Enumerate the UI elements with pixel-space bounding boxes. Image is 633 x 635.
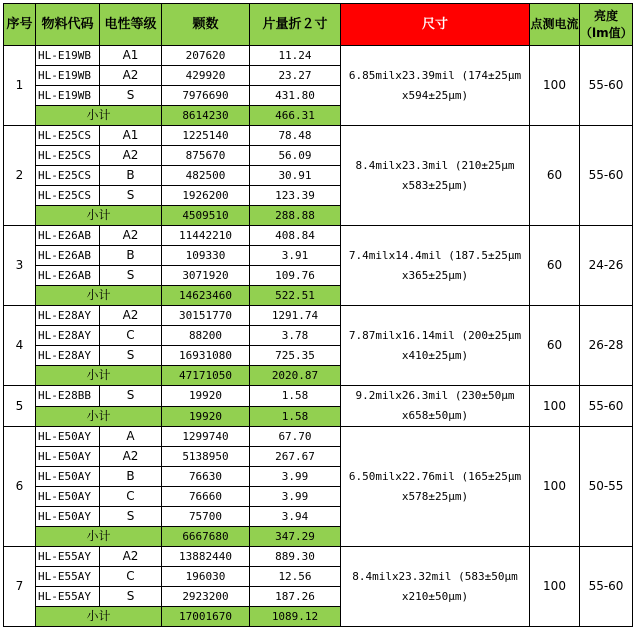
- table-row: [4, 226, 633, 246]
- header-row: [4, 4, 633, 46]
- header-grade: 电性等级: [100, 4, 162, 46]
- chip-count: 88200: [162, 326, 250, 346]
- grade: S: [100, 266, 162, 286]
- grade: B: [100, 246, 162, 266]
- material-code: HL-E26AB: [36, 226, 100, 246]
- test-current: 100: [530, 386, 580, 427]
- subtotal-wafers: 1089.12: [250, 607, 341, 627]
- group-no: 2: [4, 126, 36, 226]
- chip-size: 9.2milx26.3mil (230±50μm x658±50μm): [341, 386, 530, 427]
- wafer-equivalent: 3.94: [250, 507, 341, 527]
- group-no: 7: [4, 547, 36, 627]
- table-row: [4, 386, 633, 407]
- subtotal-wafers: 2020.87: [250, 366, 341, 386]
- material-code: HL-E25CS: [36, 166, 100, 186]
- test-current: 60: [530, 306, 580, 386]
- grade: A2: [100, 447, 162, 467]
- wafer-equivalent: 12.56: [250, 567, 341, 587]
- table-row: [4, 46, 633, 66]
- chip-count: 1225140: [162, 126, 250, 146]
- subtotal-label: 小计: [36, 106, 162, 126]
- chip-size: 8.4milx23.3mil (210±25μm x583±25μm): [341, 126, 530, 226]
- wafer-equivalent: 30.91: [250, 166, 341, 186]
- material-code: HL-E19WB: [36, 46, 100, 66]
- chip-size: 6.85milx23.39mil (174±25μm x594±25μm): [341, 46, 530, 126]
- subtotal-label: 小计: [36, 366, 162, 386]
- subtotal-count: 8614230: [162, 106, 250, 126]
- grade: A1: [100, 126, 162, 146]
- wafer-equivalent: 187.26: [250, 587, 341, 607]
- table-body: [4, 46, 633, 627]
- subtotal-count: 14623460: [162, 286, 250, 306]
- grade: A2: [100, 306, 162, 326]
- grade: S: [100, 507, 162, 527]
- header-no: 序号: [4, 4, 36, 46]
- wafer-equivalent: 1291.74: [250, 306, 341, 326]
- material-code: HL-E19WB: [36, 86, 100, 106]
- chip-count: 16931080: [162, 346, 250, 366]
- material-code: HL-E25CS: [36, 146, 100, 166]
- wafer-equivalent: 1.58: [250, 386, 341, 407]
- table-row: [4, 547, 633, 567]
- subtotal-count: 47171050: [162, 366, 250, 386]
- chip-count: 482500: [162, 166, 250, 186]
- wafer-equivalent: 3.91: [250, 246, 341, 266]
- subtotal-wafers: 288.88: [250, 206, 341, 226]
- material-code: HL-E25CS: [36, 126, 100, 146]
- header-size: 尺寸: [341, 4, 530, 46]
- wafer-equivalent: 408.84: [250, 226, 341, 246]
- chip-count: 76630: [162, 467, 250, 487]
- chip-size: 6.50milx22.76mil (165±25μm x578±25μm): [341, 427, 530, 547]
- grade: A1: [100, 46, 162, 66]
- brightness: 24-26: [580, 226, 633, 306]
- chip-count: 19920: [162, 386, 250, 407]
- chip-count: 109330: [162, 246, 250, 266]
- grade: S: [100, 587, 162, 607]
- subtotal-count: 19920: [162, 406, 250, 427]
- table-row: [4, 126, 633, 146]
- subtotal-label: 小计: [36, 527, 162, 547]
- wafer-equivalent: 3.99: [250, 487, 341, 507]
- chip-count: 30151770: [162, 306, 250, 326]
- chip-size: 7.4milx14.4mil (187.5±25μm x365±25μm): [341, 226, 530, 306]
- grade: A2: [100, 226, 162, 246]
- grade: A2: [100, 146, 162, 166]
- chip-count: 429920: [162, 66, 250, 86]
- chip-count: 13882440: [162, 547, 250, 567]
- chip-count: 75700: [162, 507, 250, 527]
- brightness: 55-60: [580, 126, 633, 226]
- material-code: HL-E25CS: [36, 186, 100, 206]
- header-code: 物料代码: [36, 4, 100, 46]
- chip-count: 207620: [162, 46, 250, 66]
- material-code: HL-E28BB: [36, 386, 100, 407]
- material-code: HL-E28AY: [36, 346, 100, 366]
- wafer-equivalent: 725.35: [250, 346, 341, 366]
- chip-inventory-table: [3, 3, 633, 627]
- grade: B: [100, 166, 162, 186]
- grade: A2: [100, 547, 162, 567]
- wafer-equivalent: 67.70: [250, 427, 341, 447]
- material-code: HL-E50AY: [36, 467, 100, 487]
- material-code: HL-E26AB: [36, 266, 100, 286]
- brightness: 55-60: [580, 547, 633, 627]
- group-no: 3: [4, 226, 36, 306]
- test-current: 100: [530, 427, 580, 547]
- group-no: 4: [4, 306, 36, 386]
- grade: B: [100, 467, 162, 487]
- group-no: 6: [4, 427, 36, 547]
- test-current: 100: [530, 46, 580, 126]
- grade: A: [100, 427, 162, 447]
- grade: C: [100, 326, 162, 346]
- group-no: 1: [4, 46, 36, 126]
- grade: S: [100, 386, 162, 407]
- material-code: HL-E55AY: [36, 547, 100, 567]
- chip-count: 11442210: [162, 226, 250, 246]
- material-code: HL-E26AB: [36, 246, 100, 266]
- grade: S: [100, 86, 162, 106]
- chip-count: 7976690: [162, 86, 250, 106]
- chip-count: 5138950: [162, 447, 250, 467]
- table-row: [4, 306, 633, 326]
- chip-size: 8.4milx23.32mil (583±50μm x210±50μm): [341, 547, 530, 627]
- material-code: HL-E50AY: [36, 447, 100, 467]
- chip-count: 875670: [162, 146, 250, 166]
- brightness: 55-60: [580, 46, 633, 126]
- subtotal-label: 小计: [36, 286, 162, 306]
- wafer-equivalent: 23.27: [250, 66, 341, 86]
- wafer-equivalent: 56.09: [250, 146, 341, 166]
- chip-count: 196030: [162, 567, 250, 587]
- test-current: 60: [530, 226, 580, 306]
- subtotal-wafers: 522.51: [250, 286, 341, 306]
- wafer-equivalent: 123.39: [250, 186, 341, 206]
- subtotal-wafers: 466.31: [250, 106, 341, 126]
- subtotal-wafers: 347.29: [250, 527, 341, 547]
- header-wafers: 片量折２寸: [250, 4, 341, 46]
- subtotal-count: 4509510: [162, 206, 250, 226]
- subtotal-label: 小计: [36, 206, 162, 226]
- test-current: 60: [530, 126, 580, 226]
- material-code: HL-E50AY: [36, 427, 100, 447]
- material-code: HL-E55AY: [36, 567, 100, 587]
- wafer-equivalent: 3.78: [250, 326, 341, 346]
- subtotal-count: 6667680: [162, 527, 250, 547]
- grade: S: [100, 346, 162, 366]
- subtotal-count: 17001670: [162, 607, 250, 627]
- header-brightness: 亮度（lm值）: [580, 4, 633, 46]
- grade: A2: [100, 66, 162, 86]
- wafer-equivalent: 431.80: [250, 86, 341, 106]
- material-code: HL-E55AY: [36, 587, 100, 607]
- material-code: HL-E50AY: [36, 487, 100, 507]
- wafer-equivalent: 267.67: [250, 447, 341, 467]
- header-current: 点测电流: [530, 4, 580, 46]
- header-count: 颗数: [162, 4, 250, 46]
- wafer-equivalent: 109.76: [250, 266, 341, 286]
- brightness: 50-55: [580, 427, 633, 547]
- brightness: 55-60: [580, 386, 633, 427]
- chip-count: 3071920: [162, 266, 250, 286]
- material-code: HL-E28AY: [36, 306, 100, 326]
- material-code: HL-E50AY: [36, 507, 100, 527]
- wafer-equivalent: 3.99: [250, 467, 341, 487]
- chip-count: 2923200: [162, 587, 250, 607]
- chip-count: 1926200: [162, 186, 250, 206]
- subtotal-label: 小计: [36, 406, 162, 427]
- table-row: [4, 427, 633, 447]
- material-code: HL-E28AY: [36, 326, 100, 346]
- grade: C: [100, 567, 162, 587]
- test-current: 100: [530, 547, 580, 627]
- wafer-equivalent: 11.24: [250, 46, 341, 66]
- brightness: 26-28: [580, 306, 633, 386]
- subtotal-wafers: 1.58: [250, 406, 341, 427]
- subtotal-label: 小计: [36, 607, 162, 627]
- grade: S: [100, 186, 162, 206]
- chip-size: 7.87milx16.14mil (200±25μm x410±25μm): [341, 306, 530, 386]
- chip-count: 76660: [162, 487, 250, 507]
- wafer-equivalent: 889.30: [250, 547, 341, 567]
- grade: C: [100, 487, 162, 507]
- chip-count: 1299740: [162, 427, 250, 447]
- wafer-equivalent: 78.48: [250, 126, 341, 146]
- material-code: HL-E19WB: [36, 66, 100, 86]
- group-no: 5: [4, 386, 36, 427]
